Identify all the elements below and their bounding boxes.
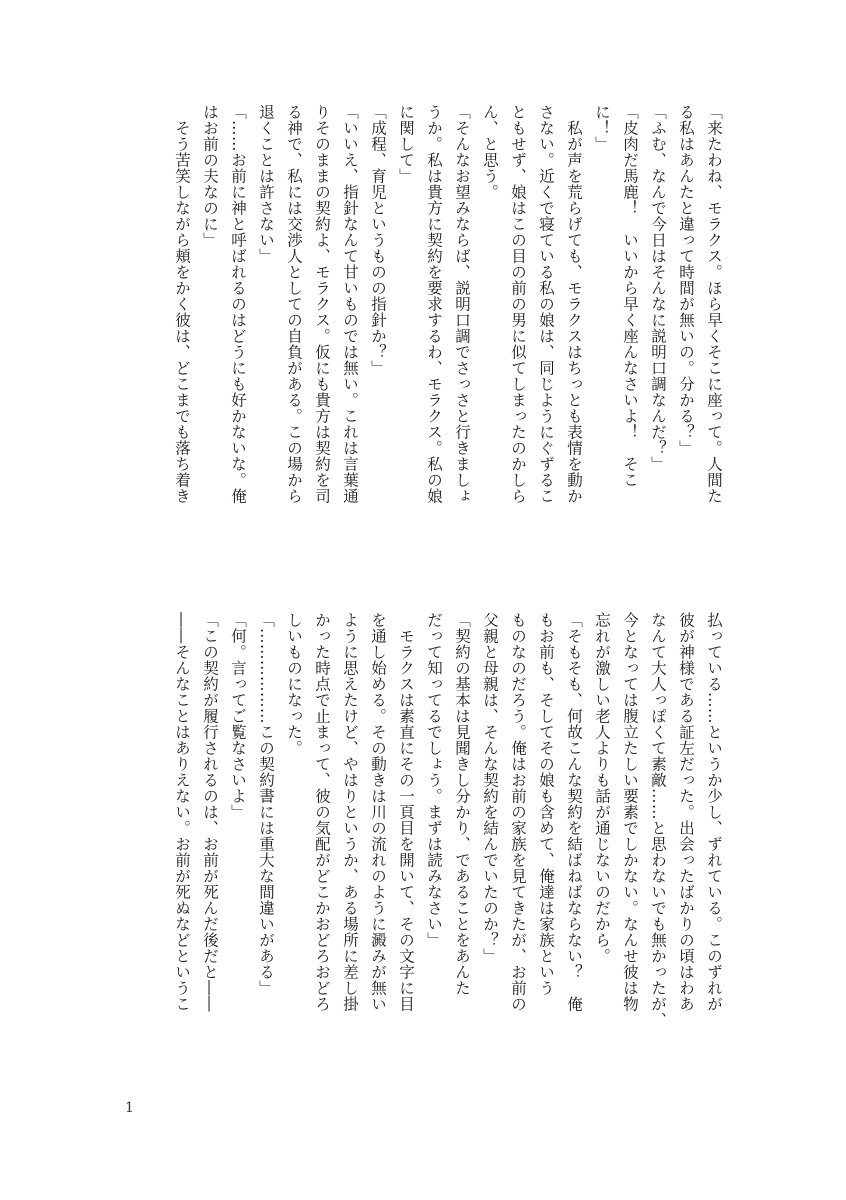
text-line: ん、と思う。 (481, 104, 499, 200)
text-line: さない。近くで寝ている私の娘は、同じようにぐずるこ (537, 104, 555, 504)
text-line: なんて大人っぽくて素敵……と思わないでも無かったが、 (649, 612, 667, 1028)
text-line: に関して」 (397, 104, 415, 184)
text-line: 彼が神様である証左だった。出会ったばかりの頃はわあ (677, 612, 695, 1012)
text-line: 「そもそも、何故こんな契約を結ばねばならない？ 俺 (565, 612, 583, 1012)
text-line: 「成程、育児というものの指針か？」 (369, 104, 387, 376)
text-line: 「……お前に神と呼ばれるのはどうにも好かないな。俺 (229, 104, 247, 504)
text-line: 「何。言ってご覧なさいよ」 (229, 612, 247, 820)
text-line: 退くことは許さない」 (257, 104, 275, 264)
page-number: 1 (125, 1100, 134, 1116)
text-line: ように思えたけど、やはりというか、ある場所に差し掛 (341, 612, 359, 1012)
text-line: を通し始める。その動きは川の流れのように澱みが無い (369, 612, 387, 1012)
text-line: 払っている……というか少し、ずれている。このずれが (705, 612, 723, 1012)
text-line: もお前も、そしてその娘も含めて、俺達は家族という (537, 612, 555, 996)
text-line: りそのままの契約よ、モラクス。仮にも貴方は契約を司 (313, 104, 331, 504)
text-line: モラクスは素直にその一頁目を開いて、その文字に目 (397, 612, 415, 1012)
text-line: かった時点で止まって、彼の気配がどこかおどろおどろ (313, 612, 331, 1012)
text-line: はお前の夫なのに」 (201, 104, 219, 248)
text-line: 「そんなお望みならば、説明口調でさっさと行きましょ (453, 104, 471, 504)
text-line: 「この契約が履行されるのは、お前が死んだ後だと―― (201, 612, 219, 1012)
text-line: ものなのだろう。俺はお前の家族を見てきたが、お前の (509, 612, 527, 1012)
top-text-block (118, 104, 728, 572)
text-line: 今となっては腹立たしい要素でしかない。なんせ彼は物 (621, 612, 639, 1012)
text-line: 私が声を荒らげても、モラクスはちっとも表情を動か (565, 104, 583, 504)
text-line: る神で、私には交渉人としての自負がある。この場から (285, 104, 303, 504)
text-line: 「皮肉だ馬鹿！ いいから早く座んなさいよ！ そこ (621, 104, 639, 488)
text-line: 忘れが激しい老人よりも話が通じないのだから。 (593, 612, 611, 964)
text-line: 「………………この契約書には重大な間違いがある」 (257, 612, 275, 996)
text-line: 「ふむ、なんで今日はそんなに説明口調なんだ？」 (649, 104, 667, 472)
text-line: る私はあんたと違って時間が無いの。分かる？」 (677, 104, 695, 456)
text-line: 「来たわね、モラクス。ほら早くそこに座って。人間た (705, 104, 723, 504)
text-line: うか。私は貴方に契約を要求するわ、モラクス。私の娘 (425, 104, 443, 504)
text-line: 父親と母親は、そんな契約を結んでいたのか？」 (481, 612, 499, 964)
text-line: ともせず、娘はこの目の前の男に似てしまったのかしら (509, 104, 527, 504)
text-line: だって知ってるでしょう。まずは読みなさい」 (425, 612, 443, 948)
text-line: しいものになった。 (285, 612, 303, 756)
bottom-text-block (118, 612, 728, 1080)
text-line: そう苦笑しながら頬をかく彼は、どこまでも落ち着き (173, 104, 191, 504)
text-line: に！」 (593, 104, 611, 152)
text-line: 「契約の基本は見聞きし分かり、であることをあんた (453, 612, 471, 996)
text-line: 「いいえ、指針なんて甘いものでは無い。これは言葉通 (341, 104, 359, 504)
text-line: ――そんなことはありえない。お前が死ぬなどというこ (173, 612, 191, 1012)
